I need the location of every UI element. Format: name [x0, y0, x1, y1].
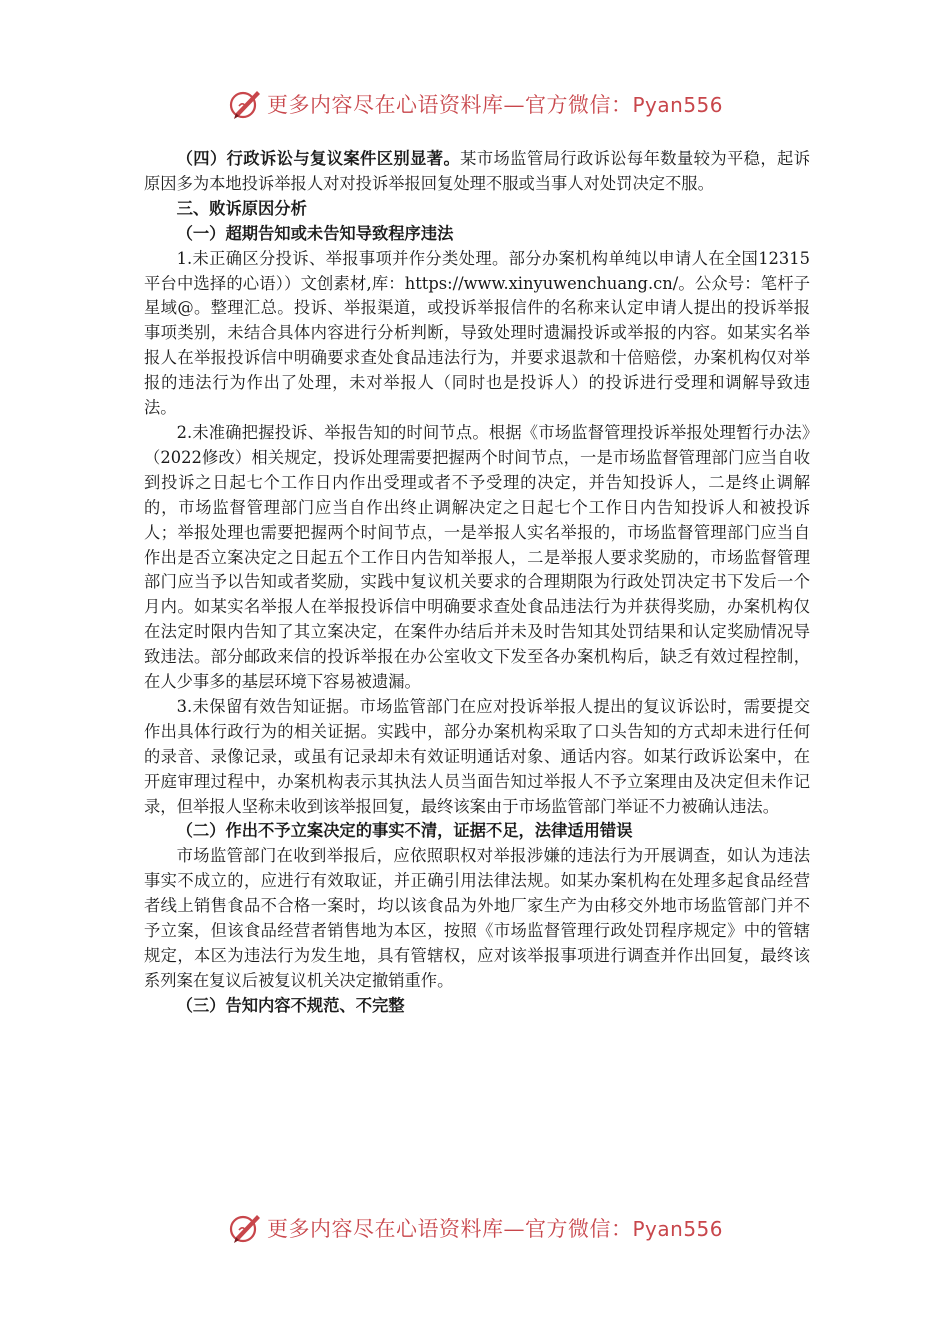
- paragraph-item-3: 3.未保留有效告知证据。市场监管部门在应对投诉举报人提出的复议诉讼时，需要提交作出具体行政行为的相关证据。实践中，部分办案机构采取了口头告知的方式却未进行任何的录音、录像记录，或虽有记录却未有效证明通话对象、通话内容。如某行政诉讼案中，在开庭审理过程中，办案机构表示其执法人员当面告知过举报人不予立案理由及决定但未作记录，但举报人坚称未收到该举报回复，最终该案由于市场监管部门举证不力被确认违法。: [144, 696, 810, 816]
- banner-text: 更多内容尽在心语资料库—官方微信：Pyan556: [266, 1217, 723, 1241]
- paragraph-jurisdiction: 市场监管部门在收到举报后，应依照职权对举报涉嫌的违法行为开展调查，如认为违法事实不成立的，应进行有效取证，并正确引用法律法规。如某办案机构在处理多起食品经营者线上销售食品不合格一案时，均以该食品为外地厂家生产为由移交外地市场监管部门并不予立案，但该食品经营者销售地为本区，按照《市场监督管理行政处罚程序规定》中的管辖规定，本区为违法行为发生地，具有管辖权，应对该举报事项进行调查并作出回复，最终该系列案在复议后被复议机关决定撤销重作。: [144, 846, 810, 990]
- paragraph-administrative-litigation: （四）行政诉讼与复议案件区别显著。某市场监管局行政诉讼每年数量较为平稳，起诉原因多为本地投诉举报人对对投诉举报回复处理不服或当事人对处罚决定不服。: [144, 149, 810, 193]
- pen-logo-icon: [227, 1210, 263, 1246]
- subsection-heading-2: （二）作出不予立案决定的事实不清，证据不足，法律适用错误: [176, 821, 633, 841]
- header-banner: [0, 84, 950, 124]
- banner-text: 更多内容尽在心语资料库—官方微信：Pyan556: [266, 93, 723, 117]
- paragraph-item-2: 2.未准确把握投诉、举报告知的时间节点。根据《市场监督管理投诉举报处理暂行办法》（2022修改）相关规定，投诉处理需要把握两个时间节点，一是市场监督管理部门应当自收到投诉之日起七个工作日内作出受理或者不予受理的决定，并告知投诉人，二是终止调解的，市场监督管理部门应当自作出终止调解决定之日起七个工作日内告知投诉人和被投诉人；举报处理也需要把握两个时间节点，一是举报人实名举报的，市场监督管理部门应当自作出是否立案决定之日起五个工作日内告知举报人，二是举报人要求奖励的，市场监督管理部门应当予以告知或者奖励，实践中复议机关要求的合理期限为行政处罚决定书下发后一个月内。如某实名举报人在举报投诉信中明确要求查处食品违法行为并获得奖励，办案机构仅在法定时限内告知了其立案决定，在案件办结后并未及时告知其处罚结果和认定奖励情况导致违法。部分邮政来信的投诉举报在办公室收文下发至各办案机构后，缺乏有效过程控制，在人少事多的基层环境下容易被遗漏。: [144, 422, 810, 692]
- paragraph-item-1: 1.未正确区分投诉、举报事项并作分类处理。部分办案机构单纯以申请人在全国12315平台中选择的心语））文创素材,库：https://www.xinyuwenchuang.cn/。公众号：笔杆子星域@。整理汇总。投诉、举报渠道，或投诉举报信件的名称来认定申请人提出的投诉举报事项类别，未结合具体内容进行分析判断，导致处理时遗漏投诉或举报的内容。如某实名举报人在举报投诉信中明确要求查处食品违法行为，并要求退款和十倍赔偿，办案机构仅对举报的违法行为作出了处理，未对举报人（同时也是投诉人）的投诉进行受理和调解导致违法。: [144, 248, 810, 418]
- document-body: [144, 147, 810, 1019]
- pen-logo-icon: [227, 86, 263, 122]
- footer-banner: [0, 1208, 950, 1248]
- subsection-heading-3: （三）告知内容不规范、不完整: [176, 995, 405, 1015]
- section-heading-3: 三、败诉原因分析: [176, 198, 307, 218]
- subsection-heading-1: （一）超期告知或未告知导致程序违法: [176, 223, 454, 243]
